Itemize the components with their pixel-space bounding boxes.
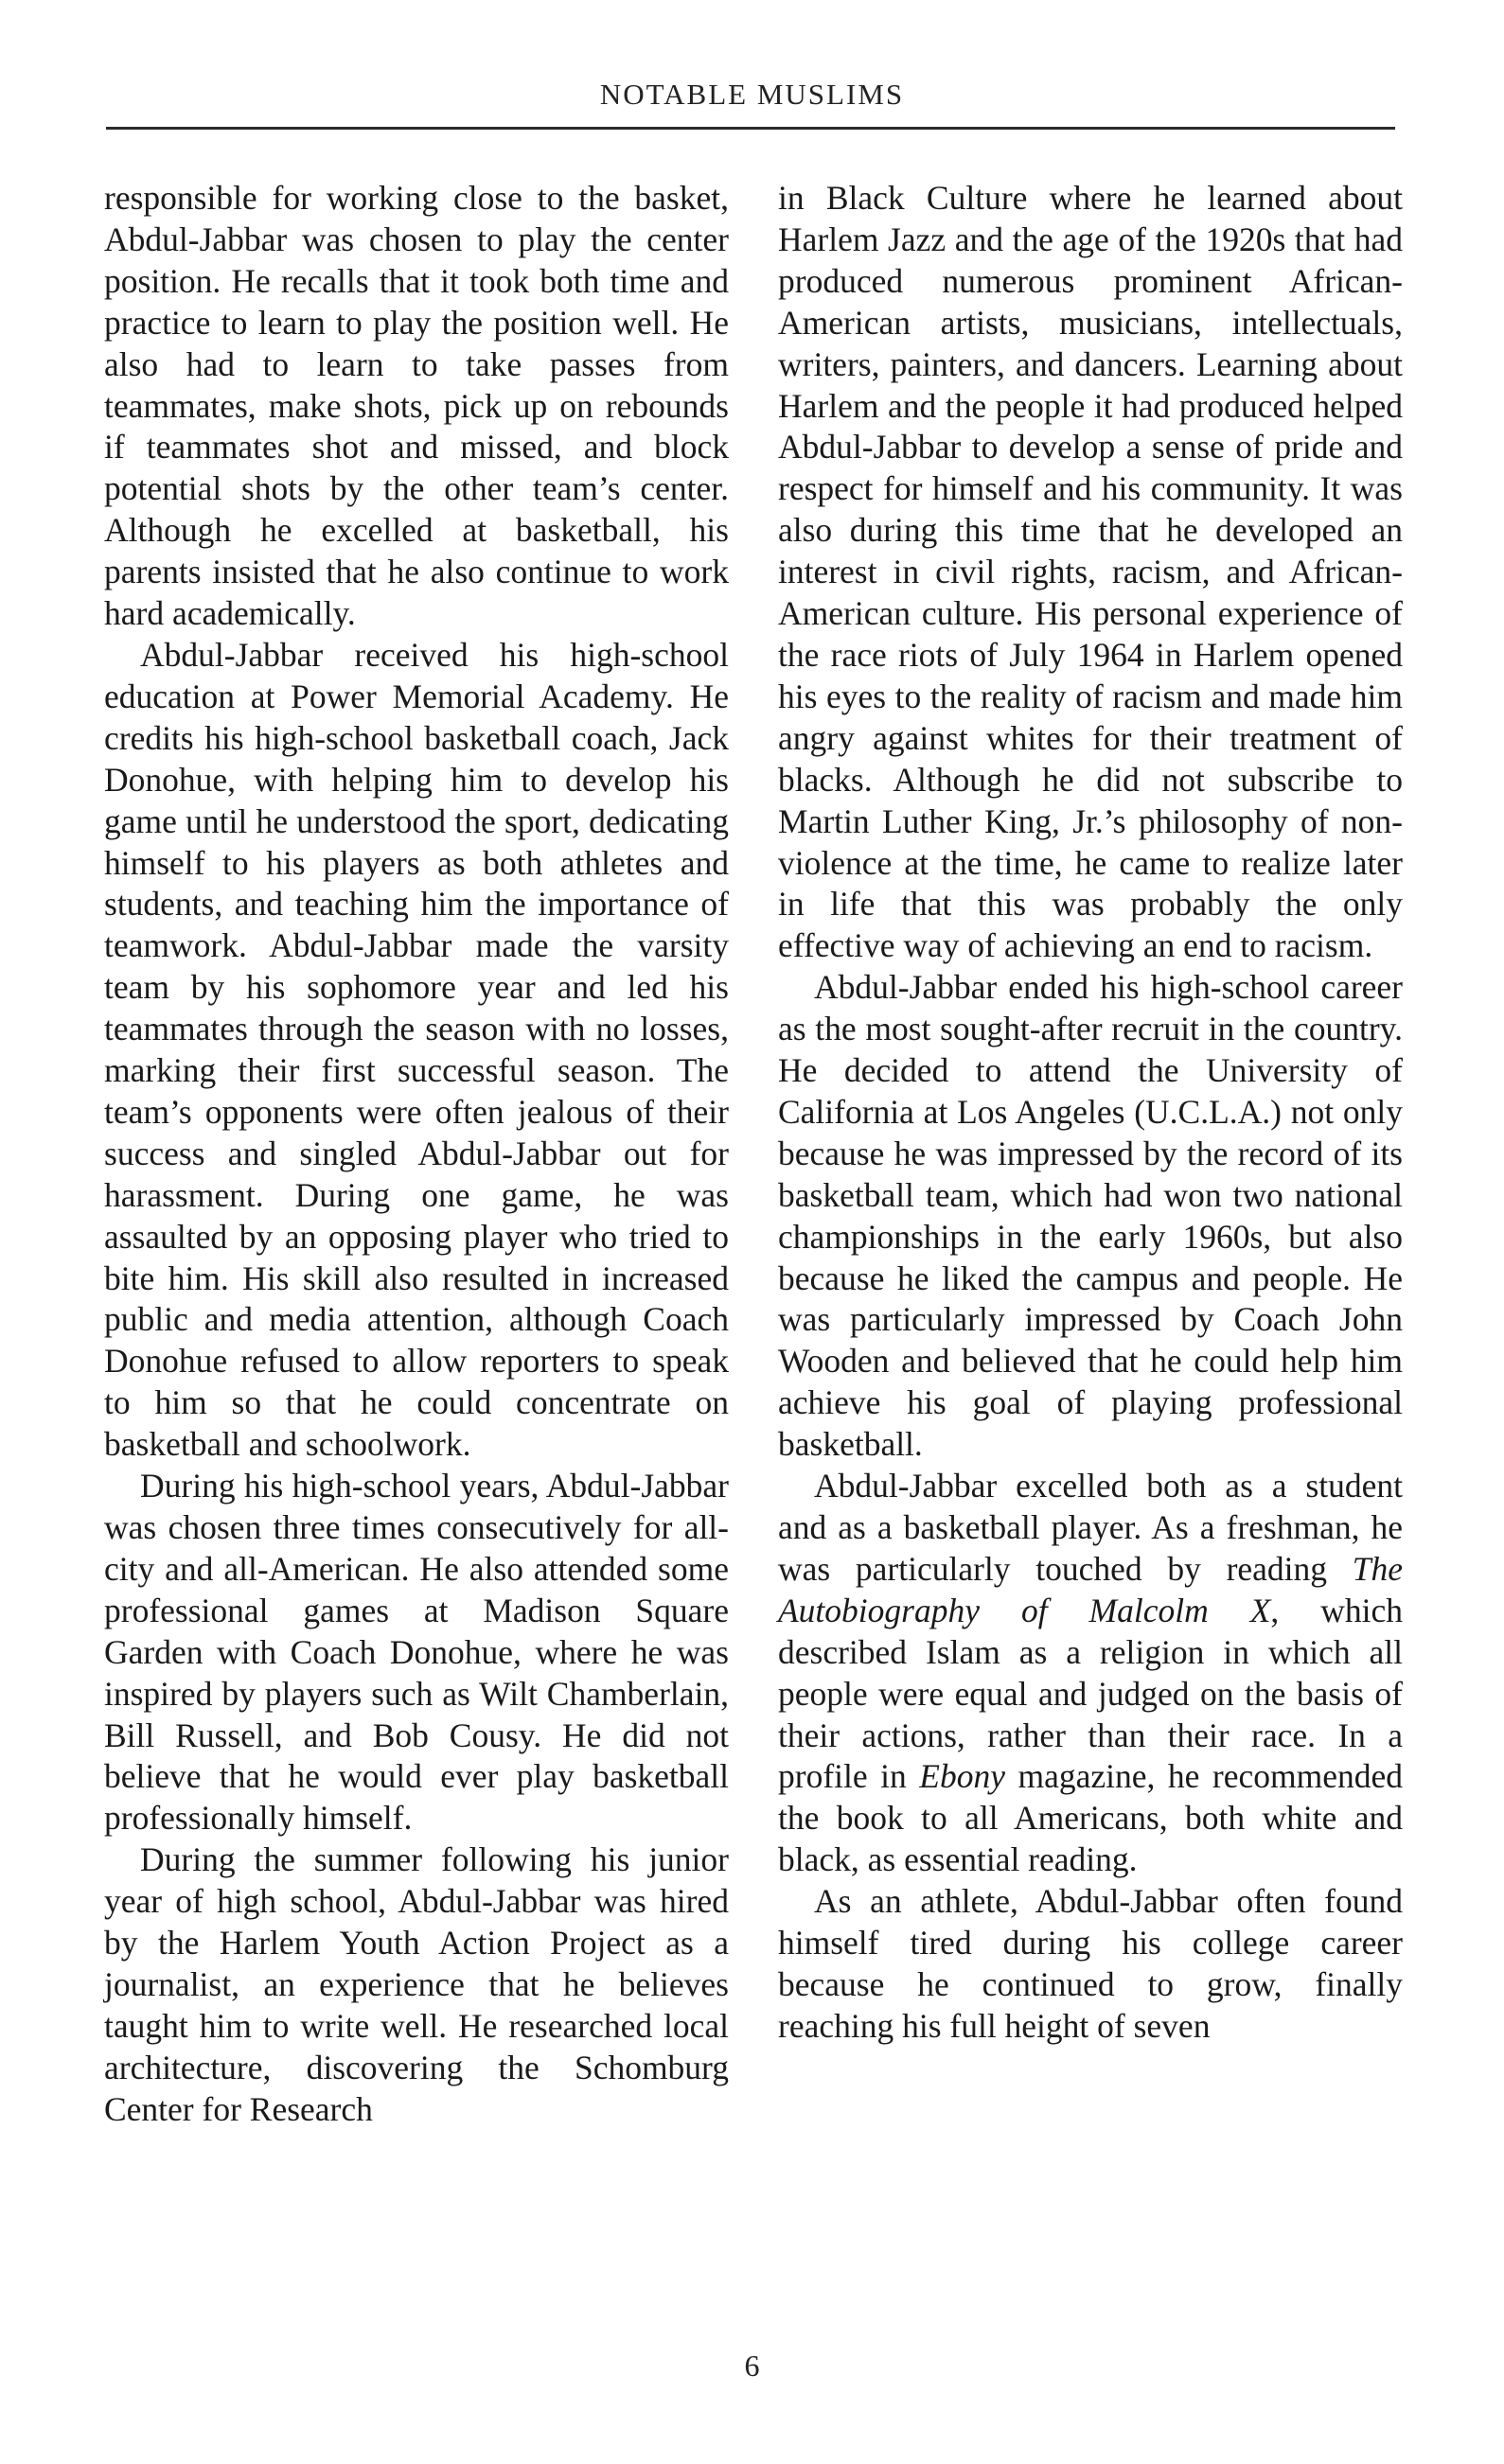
paragraph-text: magazine, he recommended the book to all Americans, both white and black, as essential reading. [778, 1757, 1403, 1879]
left-paragraph-4: During the summer following his junior year of high school, Abdul-Jabbar was hired by the Harlem Youth Action Project as a journalist, an experience that he believes taught him to write well. He researched local architecture, discovering the Schomburg Center for Research [104, 1840, 729, 2128]
right-paragraph-1: in Black Culture where he learned about Harlem Jazz and the age of the 1920s that had produced numerous prominent African-American artists, musicians, intellectuals, writers, painters, and dancers. Learning about Harlem and the people it had produced helped Abdul-Jabbar to develop a sense of pride and respect for himself and his community. It was also during this time that he developed an interest in civil rights, racism, and African-American culture. His personal experience of the race riots of July 1964 in Harlem opened his eyes to the reality of racism and made him angry against whites for their treatment of blacks. Although he did not subscribe to Martin Luther King, Jr.’s philosophy of non-violence at the time, he came to realize later in life that this was probably the only effective way of achieving an end to racism. [778, 179, 1403, 965]
book-title: The Autobiography of Malcolm X [778, 1549, 1403, 1629]
right-column [778, 178, 1403, 2048]
paragraph-text: , which described Islam as a religion in which all people were equal and judged on the basis of their actions, rather than their race. In a profile in [778, 1591, 1403, 1796]
left-paragraph-2: Abdul-Jabbar received his high-school education at Power Memorial Academy. He credits his high-school basketball coach, Jack Donohue, with helping him to develop his game until he understood the sport, dedicating himself to his players as both athletes and students, and teaching him the importance of teamwork. Abdul-Jabbar made the varsity team by his sophomore year and led his teammates through the season with no losses, marking their first successful season. The team’s opponents were often jealous of their success and singled Abdul-Jabbar out for harassment. During one game, he was assaulted by an opposing player who tried to bite him. His skill also resulted in increased public and media attention, although Coach Donohue refused to allow reporters to speak to him so that he could concentrate on basketball and schoolwork. [104, 635, 729, 1464]
paragraph-text: Abdul-Jabbar excelled both as a student and as a basketball player. As a freshman, he was particularly touched by reading [778, 1467, 1403, 1588]
left-paragraph-1: responsible for working close to the basket, Abdul-Jabbar was chosen to play the center position. He recalls that it took both time and practice to learn to play the position well. He also had to learn to take passes from teammates, make shots, pick up on rebounds if teammates shot and missed, and block potential shots by the other team’s center. Although he excelled at basketball, his parents insisted that he also continue to work hard academically. [104, 179, 729, 633]
left-paragraph-3: During his high-school years, Abdul-Jabbar was chosen three times consecutively for all-city and all-American. He also attended some professional games at Madison Square Garden with Coach Donohue, where he was inspired by players such as Wilt Chamberlain, Bill Russell, and Bob Cousy. He did not believe that he would ever play basketball professionally himself. [104, 1467, 729, 1838]
header-divider [106, 127, 1395, 130]
right-paragraph-4: As an athlete, Abdul-Jabbar often found himself tired during his college career because he continued to grow, finally reaching his full height of seven [778, 1882, 1403, 2045]
left-column [104, 178, 729, 2131]
right-paragraph-2: Abdul-Jabbar ended his high-school career as the most sought-after recruit in the country. He decided to attend the University of California at Los Angeles (U.C.L.A.) not only because he was impressed by the record of its basketball team, which had won two national championships in the early 1960s, but also because he liked the campus and people. He was particularly impressed by Coach John Wooden and believed that he could help him achieve his goal of playing professional basketball. [778, 968, 1403, 1464]
running-title: NOTABLE MUSLIMS [599, 78, 905, 111]
page-number: 6 [744, 2349, 760, 2383]
magazine-title: Ebony [919, 1757, 1005, 1796]
right-paragraph-3 [778, 1466, 1403, 1881]
